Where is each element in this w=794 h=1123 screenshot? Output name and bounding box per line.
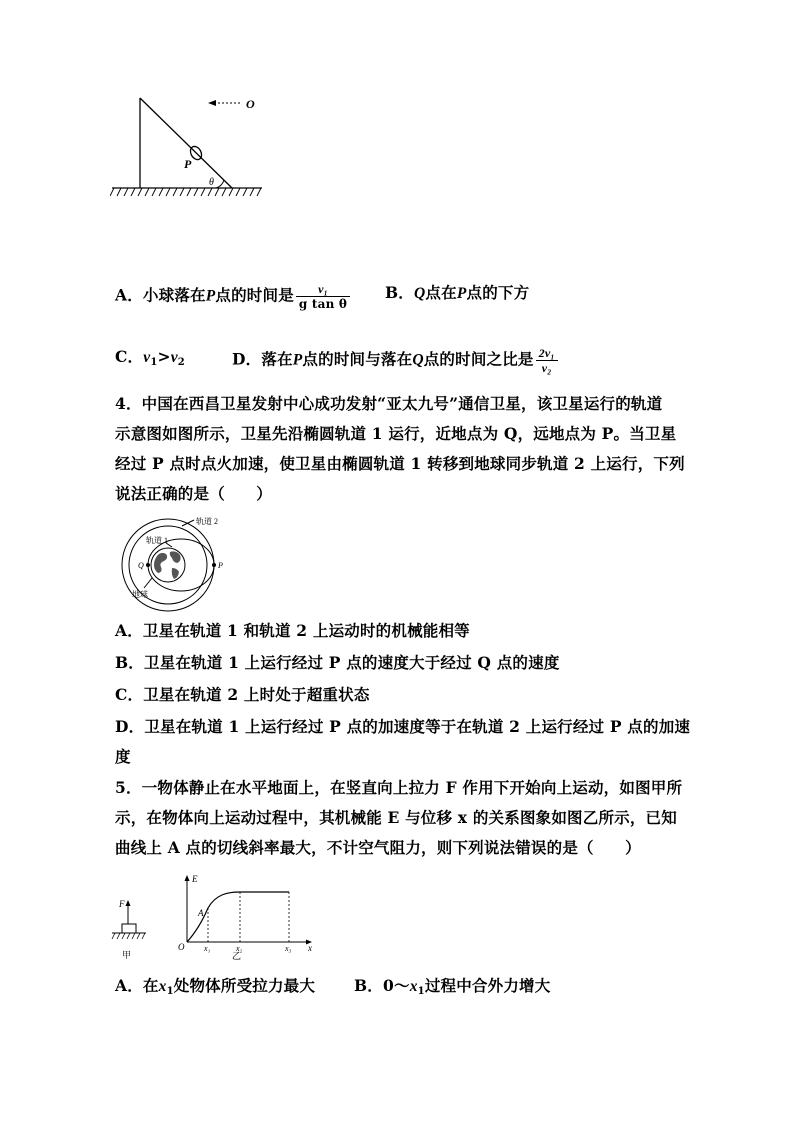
orbit-figure [112, 516, 238, 612]
q3-option-c: C．$v_1>v_2$ [115, 347, 185, 368]
x1-label: x₁ [204, 944, 211, 953]
theta-label: θ [209, 177, 214, 188]
axis-e-label: E [192, 874, 198, 884]
q4-stem-line-2: 示意图如图所示，卫星先沿椭圆轨道 1 运行，近地点为 Q，远地点为 P。当卫星 [115, 424, 677, 443]
q5-stem-line-2: 示，在物体向上运动过程中，其机械能 E 与位移 x 的关系图象如图乙所示，已知 [115, 808, 677, 827]
q3-option-a: A．小球落在P点的时间是 $\frac{\text{v₁}}{\text{g tan θ}}$ [115, 282, 352, 311]
force-f-label: F [119, 899, 125, 909]
orbit-p-label: P [218, 561, 223, 570]
q4-option-d: D．卫星在轨道 1 上运行经过 P 点的加速度等于在轨道 2 上运行经过 P 点的加速 [115, 717, 691, 736]
caption-jia: 甲 [122, 950, 132, 960]
axis-x-label: x [308, 943, 312, 953]
x3-label: x₃ [285, 944, 292, 953]
q4-option-a: A．卫星在轨道 1 和轨道 2 上运动时的机械能相等 [115, 621, 470, 640]
q4-option-d-cont: 度 [115, 747, 131, 766]
q5-option-a: A．在$x_1$处物体所受拉力最大 [115, 976, 316, 997]
figure-jia [110, 894, 150, 962]
q4-stem-line-4: 说法正确的是（ ） [115, 484, 273, 503]
q3-option-b: B．Q点在P点的下方 [385, 283, 530, 302]
point-a-label: A [198, 908, 204, 918]
earth-label: 地球 [132, 590, 148, 599]
caption-yi: 乙 [232, 951, 242, 960]
fraction-d: $\frac{\text{2v₁}}{\text{v₂}}$ [536, 346, 558, 375]
q5-stem-line-3: 曲线上 A 点的切线斜率最大，不计空气阻力，则下列说法错误的是（ ） [115, 838, 641, 857]
orbit-2-label: 轨道 2 [196, 517, 218, 526]
q4-stem-line-3: 经过 P 点时点火加速，使卫星由椭圆轨道 1 转移到地球同步轨道 2 上运行，下列 [115, 454, 685, 473]
orbit-1-label: 轨道 1 [146, 536, 168, 545]
q3-option-d: D．落在P点的时间与落在Q点的时间之比是 $\frac{\text{2v₁}}{\text{v₂}}$ [232, 346, 560, 375]
q4-stem-line-1: 4．中国在西昌卫星发射中心成功发射“亚太九号”通信卫星，该卫星运行的轨道 [115, 394, 663, 413]
origin-label: O [178, 942, 185, 952]
q5-stem-line-1: 5．一物体静止在水平地面上，在竖直向上拉力 F 作用下开始向上运动，如图甲所 [115, 778, 683, 797]
q4-option-c: C．卫星在轨道 2 上时处于超重状态 [115, 685, 370, 704]
point-o-label: O [246, 97, 255, 111]
x2-label: x₂ [236, 944, 243, 953]
q5-option-b: B．$0\sim x_1$过程中合外力增大 [354, 976, 551, 997]
fraction-a: $\frac{\text{v₁}}{\text{g tan θ}}$ [296, 282, 350, 311]
point-p-label: P [184, 157, 192, 171]
orbit-q-label: Q [138, 561, 144, 570]
slope-figure [110, 90, 270, 202]
figure-yi [172, 872, 320, 960]
q4-option-b: B．卫星在轨道 1 上运行经过 P 点的速度大于经过 Q 点的速度 [115, 653, 560, 672]
